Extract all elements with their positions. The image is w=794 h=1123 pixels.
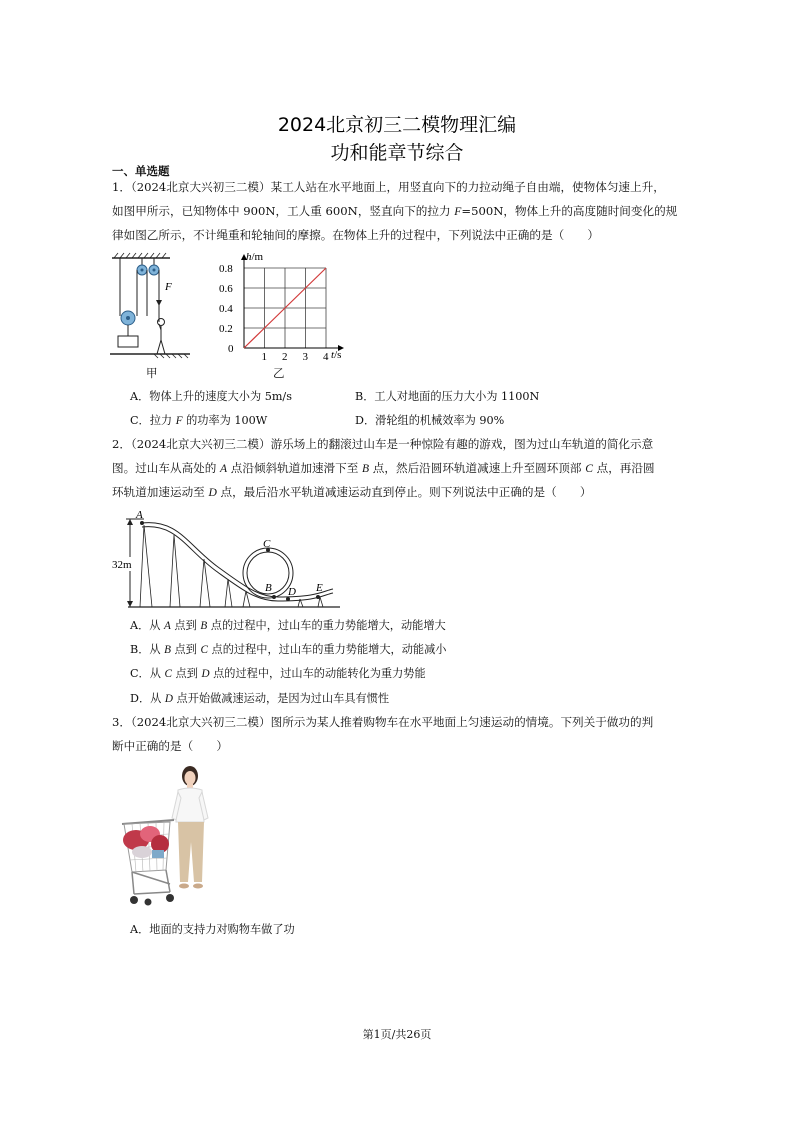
ht-chart bbox=[210, 250, 360, 365]
q1-line2: 如图甲所示，已知物体中 900N，工人重 600N，竖直向下的拉力 F=500N，物体上升的高度随时间变化的规 bbox=[112, 204, 678, 218]
chart-ylabel: h/m bbox=[246, 251, 264, 263]
q3-line1: 3．（2024北京大兴初三二模）图所示为某人推着购物车在水平地面上匀速运动的情境。下列关于做功的判 bbox=[112, 715, 654, 729]
force-label: F bbox=[165, 281, 172, 293]
q2-line1: 2．（2024北京大兴初三二模）游乐场上的翻滚过山车是一种惊险有趣的游戏，图为过山车轨道的简化示意 bbox=[112, 437, 654, 451]
q2-option-a: A．从 A 点到 B 点的过程中，过山车的重力势能增大，动能增大 bbox=[130, 619, 446, 632]
pulley-figure bbox=[108, 252, 196, 378]
q2-option-d: D．从 D 点开始做减速运动，是因为过山车具有惯性 bbox=[130, 692, 390, 705]
page-title: 2024北京初三二模物理汇编 bbox=[277, 114, 517, 136]
q3-option-a: A．地面的支持力对购物车做了功 bbox=[130, 923, 295, 936]
q3-line2: 断中正确的是（ ） bbox=[112, 739, 228, 753]
q1-option-d: D．滑轮组的机械效率为 90% bbox=[355, 414, 505, 427]
q2-line3: 环轨道加速运动至 D 点，最后沿水平轨道减速运动直到停止。则下列说法中正确的是（ ） bbox=[112, 485, 592, 499]
x-tick-label: 4 bbox=[323, 351, 329, 363]
x-tick-label: 3 bbox=[302, 351, 308, 363]
height-label: 32m bbox=[112, 559, 132, 571]
page-footer: 第1页/共26页 bbox=[362, 1028, 432, 1041]
page-subtitle: 功和能章节综合 bbox=[330, 142, 464, 164]
q1-option-b: B．工人对地面的压力大小为 1100N bbox=[355, 390, 540, 403]
x-tick-label: 2 bbox=[282, 351, 288, 363]
point-a-label: A bbox=[136, 509, 143, 521]
shopping-cart-photo bbox=[118, 762, 218, 910]
fig-yi-caption: 乙 bbox=[273, 366, 285, 380]
x-tick-label: 1 bbox=[261, 351, 267, 363]
chart-origin: 0 bbox=[228, 343, 234, 355]
q1-option-c: C．拉力 F 的功率为 100W bbox=[130, 414, 268, 427]
q2-option-c: C．从 C 点到 D 点的过程中，过山车的动能转化为重力势能 bbox=[130, 667, 426, 680]
fig-jia-caption: 甲 bbox=[146, 366, 158, 380]
point-c-label: C bbox=[263, 538, 271, 550]
q1-line1: 1．（2024北京大兴初三二模）某工人站在水平地面上，用竖直向下的力拉动绳子自由端，使物体匀速上升， bbox=[112, 180, 665, 194]
roller-coaster-figure bbox=[108, 505, 348, 615]
section-heading: 一、单选题 bbox=[112, 164, 170, 178]
point-e-label: E bbox=[316, 582, 323, 594]
q1-option-a: A．物体上升的速度大小为 5m/s bbox=[130, 390, 292, 403]
y-tick-label: 0.2 bbox=[219, 323, 233, 335]
point-d-label: D bbox=[288, 586, 296, 598]
q1-line3: 律如图乙所示，不计绳重和轮轴间的摩擦。在物体上升的过程中，下列说法中正确的是（ ） bbox=[112, 228, 599, 242]
y-tick-label: 0.8 bbox=[219, 263, 233, 275]
q2-option-b: B．从 B 点到 C 点的过程中，过山车的重力势能增大，动能减小 bbox=[130, 643, 447, 656]
y-tick-label: 0.6 bbox=[219, 283, 233, 295]
point-b-label: B bbox=[265, 582, 272, 594]
chart-xlabel: t/s bbox=[331, 349, 342, 361]
y-tick-label: 0.4 bbox=[219, 303, 233, 315]
q2-line2: 图。过山车从高处的 A 点沿倾斜轨道加速滑下至 B 点，然后沿圆环轨道减速上升至圆环顶部 C 点，再沿圆 bbox=[112, 461, 655, 475]
